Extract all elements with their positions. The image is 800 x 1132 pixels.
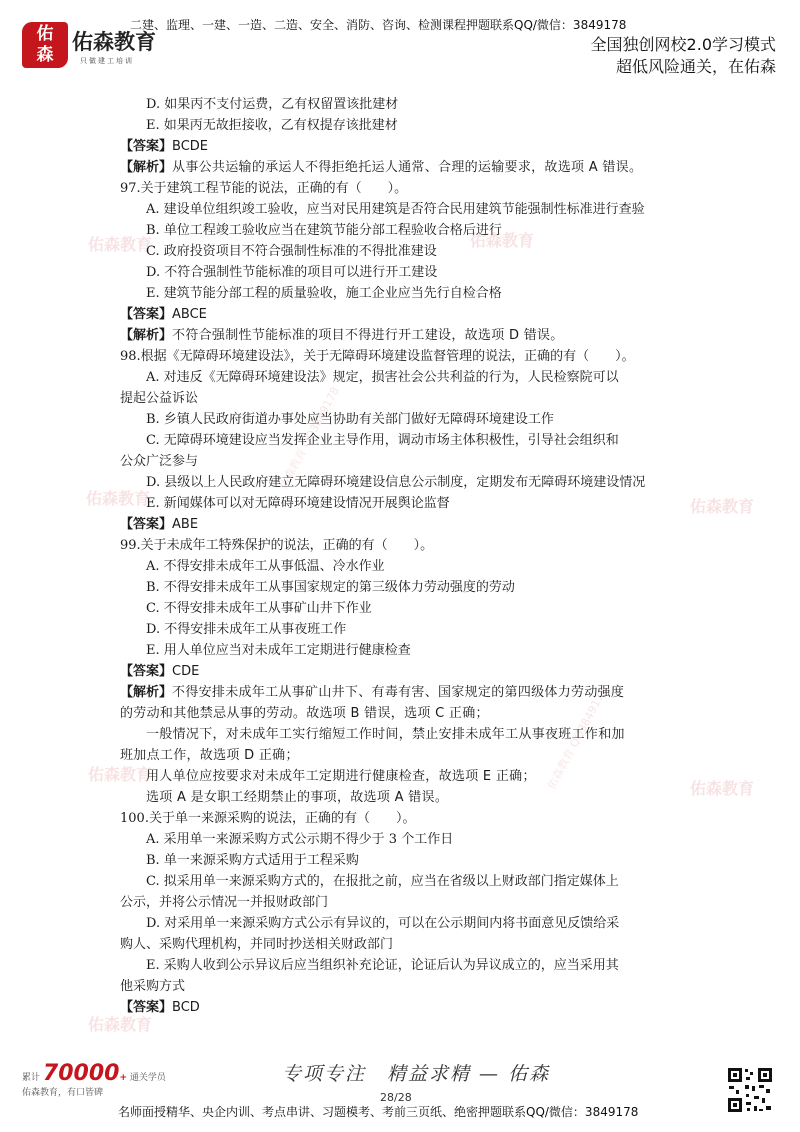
explanation-label: 【解析】 [120, 328, 173, 343]
explanation-paragraph: 用人单位应按要求对未成年工定期进行健康检查，故选项 E 正确； [146, 769, 536, 784]
option-continuation: 公示，并将公示情况一并报财政部门 [120, 895, 329, 910]
answer-label: 【答案】 [120, 1000, 173, 1015]
explanation-paragraph: 一般情况下，对未成年工实行缩短工作时间，禁止安排未成年工从事夜班工作和加 [146, 727, 625, 742]
option-line: C. 无障碍环境建设应当发挥企业主导作用，调动市场主体积极性，引导社会组织和 [146, 433, 619, 448]
option-line: A. 建设单位组织竣工验收，应当对民用建筑是否符合民用建筑节能强制性标准进行查验 [146, 202, 645, 217]
explanation-text: 不得安排未成年工从事矿山井下、有毒有害、国家规定的第四级体力劳动强度 [172, 685, 625, 700]
answer-label: 【答案】 [120, 517, 173, 532]
logo-seal-char-1: 佑 [36, 24, 54, 44]
option-line: A. 不得安排未成年工从事低温、冷水作业 [146, 559, 385, 574]
option-line: E. 建筑节能分部工程的质量验收，施工企业应当先行自检合格 [146, 286, 502, 301]
explanation-line [120, 157, 685, 178]
answer-label: 【答案】 [120, 139, 173, 154]
answer-line [120, 136, 685, 157]
explanation-continuation: 班加点工作，故选项 D 正确； [120, 748, 299, 763]
page-number: 28/28 [380, 1091, 412, 1104]
option-continuation: 公众广泛参与 [120, 454, 199, 469]
question-stem: 97.关于建筑工程节能的说法，正确的有（ ）。 [120, 181, 408, 196]
option-line: D. 对采用单一来源采购方式公示有异议的，可以在公示期间内将书面意见反馈给采 [146, 916, 620, 931]
answer-text: ABCE [172, 307, 207, 322]
answer-line [120, 514, 685, 535]
footer-count-plus: + [119, 1073, 127, 1083]
explanation-line [120, 325, 685, 346]
explanation-label: 【解析】 [120, 685, 173, 700]
option-line: B. 不得安排未成年工从事国家规定的第三级体力劳动强度的劳动 [146, 580, 515, 595]
answer-text: BCD [172, 1000, 200, 1015]
option-continuation: 他采购方式 [120, 979, 186, 994]
footer-contact: 名师面授精华、央企内训、考点串讲、习题模考、考前三页纸、绝密押题联系QQ/微信：3849178 [118, 1105, 639, 1119]
answer-text: BCDE [172, 139, 209, 154]
explanation-line [120, 682, 685, 703]
footer-company: 佑森教育，有口皆碑 [22, 1088, 104, 1098]
option-continuation: 购人、采购代理机构，并同时抄送相关财政部门 [120, 937, 394, 952]
option-line: A. 采用单一来源采购方式公示期不得少于 3 个工作日 [146, 832, 454, 847]
header-slogan-line1: 全国独创网校2.0学习模式 [590, 35, 776, 54]
header-slogan [591, 34, 776, 78]
logo-seal-icon [22, 22, 68, 68]
watermark: 佑森教育 [690, 779, 755, 798]
answer-line [120, 997, 685, 1018]
watermark-diagonal: 佑森教育 QQ3849178 [544, 684, 610, 792]
option-line: E. 用人单位应当对未成年工定期进行健康检查 [146, 643, 411, 658]
option-line: E. 新闻媒体可以对无障碍环境建设情况开展舆论监督 [146, 496, 450, 511]
option-line: B. 单位工程竣工验收应当在建筑节能分部工程验收合格后进行 [146, 223, 502, 238]
answer-text: ABE [172, 517, 199, 532]
option-line: D. 不得安排未成年工从事夜班工作 [146, 622, 347, 637]
answer-line [120, 661, 685, 682]
explanation-text: 从事公共运输的承运人不得拒绝托运人通常、合理的运输要求，故选项 A 错误。 [172, 160, 643, 175]
answer-label: 【答案】 [120, 664, 173, 679]
question-stem: 100.关于单一来源采购的说法，正确的有（ ）。 [120, 811, 416, 826]
option-line: C. 拟采用单一来源采购方式的，在报批之前，应当在省级以上财政部门指定媒体上 [146, 874, 619, 889]
watermark: 佑森教育 [690, 497, 755, 516]
question-stem: 99.关于未成年工特殊保护的说法，正确的有（ ）。 [120, 538, 434, 553]
option-line: E. 如果丙无故拒接收，乙有权提存该批建材 [146, 118, 398, 133]
option-line: B. 单一来源采购方式适用于工程采购 [146, 853, 359, 868]
document-body [120, 94, 685, 1018]
watermark: 佑森教育 [88, 1015, 153, 1034]
answer-line [120, 304, 685, 325]
footer-count: 70000 [42, 1061, 120, 1086]
header-contact: 二建、监理、一建、一造、二造、安全、消防、咨询、检测课程押题联系QQ/微信：3849178 [130, 18, 627, 32]
logo-slogan: 只做建工培训 [80, 57, 134, 65]
question-stem: 98.根据《无障碍环境建设法》，关于无障碍环境建设监督管理的说法，正确的有（ ）。 [120, 349, 635, 364]
logo-seal-char-2: 森 [36, 45, 54, 65]
watermark: 佑森教育 [470, 231, 535, 250]
option-line: D. 县级以上人民政府建立无障碍环境建设信息公示制度，定期发布无障碍环境建设情况 [146, 475, 646, 490]
option-line: C. 政府投资项目不符合强制性标准的不得批准建设 [146, 244, 437, 259]
watermark-diagonal: 佑森教育 QQ3849178 [276, 384, 342, 492]
option-line: C. 不得安排未成年工从事矿山井下作业 [146, 601, 372, 616]
header-slogan-line2: 超低风险通关，在佑森 [615, 57, 776, 76]
explanation-paragraph: 选项 A 是女职工经期禁止的事项，故选项 A 错误。 [146, 790, 449, 805]
watermark: 佑森教育 [88, 765, 153, 784]
option-line: A. 对违反《无障碍环境建设法》规定，损害社会公共利益的行为，人民检察院可以 [146, 370, 619, 385]
footer-count-prefix: 累计 [22, 1073, 41, 1083]
explanation-text: 不符合强制性节能标准的项目不得进行开工建设，故选项 D 错误。 [172, 328, 564, 343]
answer-text: CDE [172, 664, 200, 679]
watermark: 佑森教育 [86, 489, 151, 508]
option-continuation: 提起公益诉讼 [120, 391, 199, 406]
handwritten-motto: 专项专注 精益求精 — 佑森 [282, 1063, 551, 1085]
explanation-continuation: 的劳动和其他禁忌从事的劳动。故选项 B 错误，选项 C 正确； [120, 706, 489, 721]
logo [22, 22, 172, 74]
option-line: D. 如果丙不支付运费，乙有权留置该批建材 [146, 97, 399, 112]
footer-stat [22, 1061, 166, 1086]
logo-name: 佑森教育 [72, 30, 156, 54]
answer-label: 【答案】 [120, 307, 173, 322]
option-line: E. 采购人收到公示异议后应当组织补充论证，论证后认为异议成立的，应当采用其 [146, 958, 619, 973]
watermark: 佑森教育 [88, 235, 153, 254]
option-line: D. 不符合强制性节能标准的项目可以进行开工建设 [146, 265, 438, 280]
footer-count-suffix: 通关学员 [129, 1073, 166, 1083]
explanation-label: 【解析】 [120, 160, 173, 175]
qr-code-icon [726, 1066, 774, 1114]
option-line: B. 乡镇人民政府街道办事处应当协助有关部门做好无障碍环境建设工作 [146, 412, 554, 427]
